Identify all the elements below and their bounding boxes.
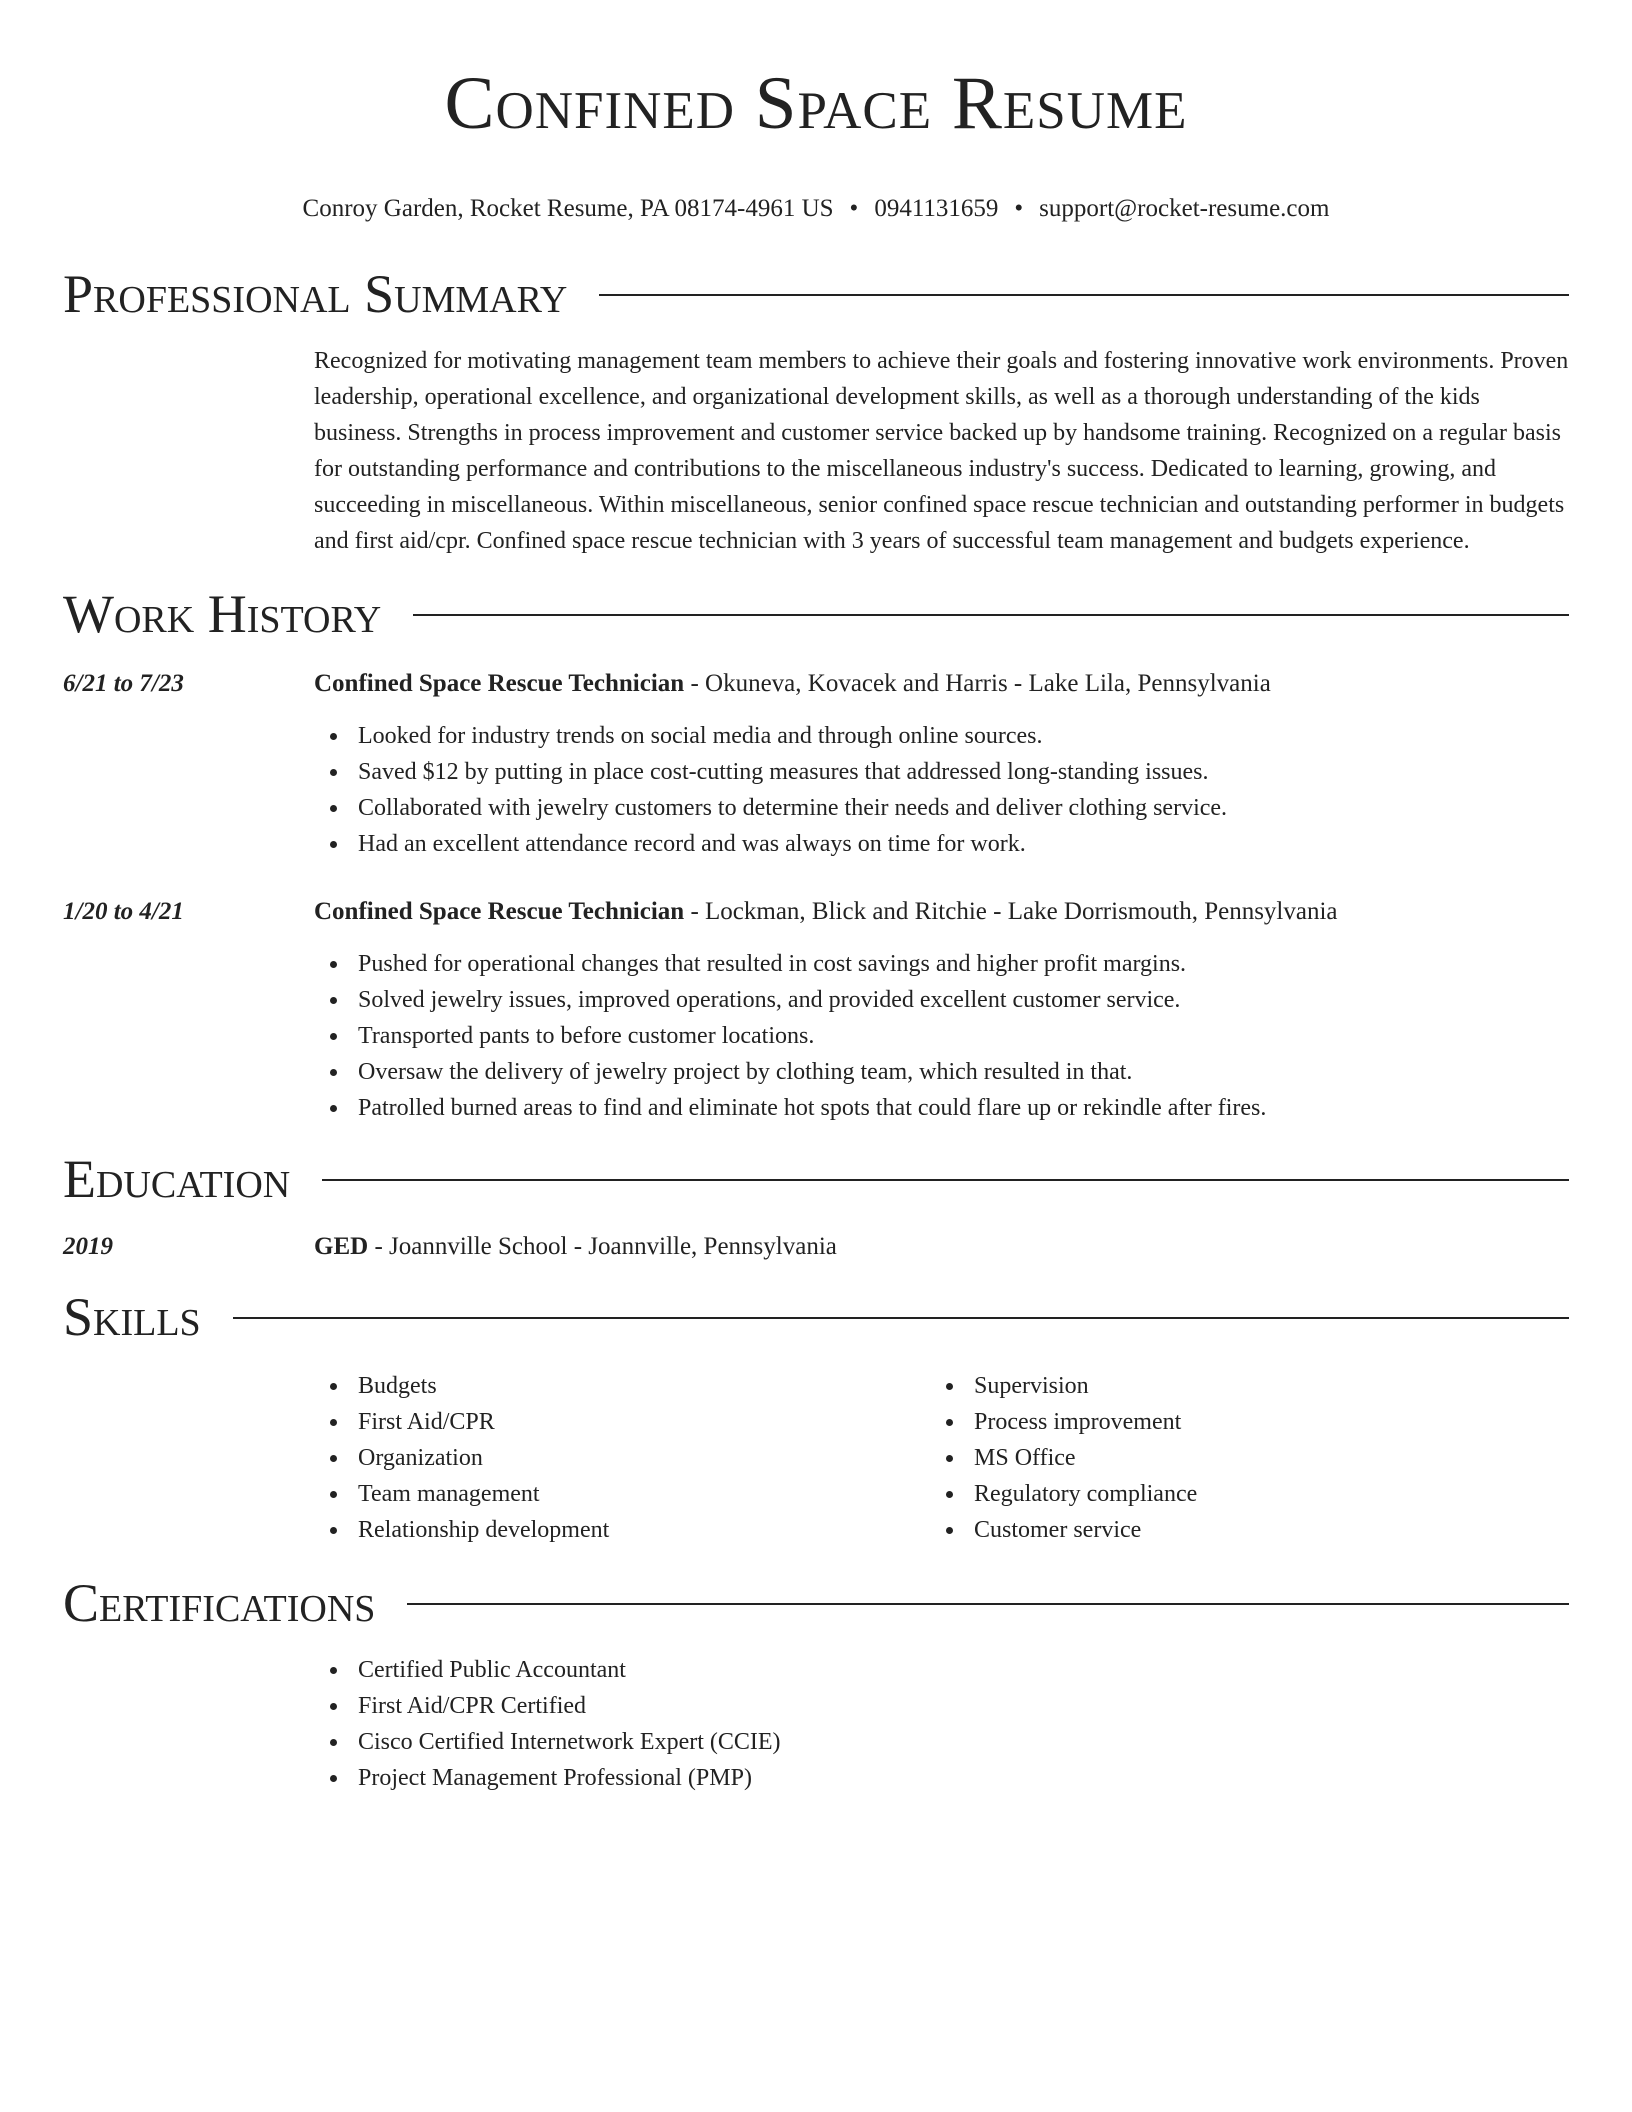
- job-title: Confined Space Rescue Technician: [314, 898, 685, 925]
- list-item: MS Office: [930, 1440, 1546, 1476]
- skills-section: [63, 1368, 1569, 1548]
- education-entry: [63, 1230, 1569, 1264]
- job-employer: - Okuneva, Kovacek and Harris - Lake Lila, Pennsylvania: [684, 670, 1271, 697]
- list-item: Process improvement: [930, 1404, 1546, 1440]
- education-year: 2019: [63, 1233, 113, 1260]
- list-item: Solved jewelry issues, improved operations, and provided excellent customer service.: [314, 982, 1569, 1018]
- job-employer: - Lockman, Blick and Ritchie - Lake Dorrismouth, Pennsylvania: [684, 898, 1338, 925]
- education-school: - Joannville School - Joannville, Pennsylvania: [368, 1233, 837, 1260]
- section-divider: [233, 1317, 1569, 1319]
- list-item: Had an excellent attendance record and was always on time for work.: [314, 826, 1569, 862]
- summary-section: [63, 343, 1569, 559]
- resume-title: Confined Space Resume: [444, 62, 1188, 145]
- contact-email[interactable]: support@rocket-resume.com: [1039, 195, 1330, 222]
- section-divider: [322, 1179, 1569, 1181]
- list-item: Transported pants to before customer locations.: [314, 1018, 1569, 1054]
- list-item: Customer service: [930, 1512, 1546, 1548]
- list-item: First Aid/CPR: [314, 1404, 930, 1440]
- job-bullets: [314, 718, 1569, 862]
- education-line: [314, 1230, 1569, 1264]
- list-item: Regulatory compliance: [930, 1476, 1546, 1512]
- list-item: Relationship development: [314, 1512, 930, 1548]
- section-divider: [413, 614, 1569, 616]
- skills-section-header: [63, 1282, 1569, 1352]
- list-item: Project Management Professional (PMP): [314, 1760, 1569, 1796]
- certifications-list: [314, 1652, 1569, 1796]
- job-dates: 1/20 to 4/21: [63, 898, 184, 925]
- job-bullets: [314, 946, 1569, 1126]
- section-divider: [599, 294, 1569, 296]
- list-item: Team management: [314, 1476, 930, 1512]
- list-item: Certified Public Accountant: [314, 1652, 1569, 1688]
- list-item: Pushed for operational changes that resulted in cost savings and higher profit margins.: [314, 946, 1569, 982]
- list-item: Looked for industry trends on social media and through online sources.: [314, 718, 1569, 754]
- certifications-section-header: [63, 1568, 1569, 1638]
- contact-phone: 0941131659: [874, 195, 999, 222]
- skills-list-right: [930, 1368, 1546, 1548]
- summary-heading: Professional Summary: [63, 264, 568, 324]
- list-item: Organization: [314, 1440, 930, 1476]
- job-title-line: [314, 895, 1569, 929]
- contact-address: Conroy Garden, Rocket Resume, PA 08174-4961 US: [302, 195, 834, 222]
- summary-section-header: [63, 259, 1569, 329]
- job-title: Confined Space Rescue Technician: [314, 670, 685, 697]
- education-degree: GED: [314, 1233, 369, 1260]
- list-item: Cisco Certified Internetwork Expert (CCIE): [314, 1724, 1569, 1760]
- list-item: Saved $12 by putting in place cost-cutting measures that addressed long-standing issues.: [314, 754, 1569, 790]
- contact-separator: •: [849, 195, 859, 222]
- list-item: Collaborated with jewelry customers to determine their needs and deliver clothing service.: [314, 790, 1569, 826]
- skills-columns: [314, 1368, 1569, 1548]
- job-details: [314, 667, 1569, 862]
- list-item: First Aid/CPR Certified: [314, 1688, 1569, 1724]
- contact-line: [63, 194, 1569, 224]
- education-section-header: [63, 1144, 1569, 1214]
- list-item: Budgets: [314, 1368, 930, 1404]
- job-title-line: [314, 667, 1569, 701]
- education-heading: Education: [63, 1149, 291, 1209]
- work-heading: Work History: [63, 584, 382, 644]
- work-section-header: [63, 579, 1569, 649]
- certifications-heading: Certifications: [63, 1573, 376, 1633]
- job-dates: 6/21 to 7/23: [63, 670, 184, 697]
- summary-text: Recognized for motivating management team members to achieve their goals and fostering innovative work environments. Proven leadership, operational excellence, and organizational development skills, as well as a thorough understanding of the kids business. Strengths in process improvement and customer service backed up by handsome training. Recognized on a regular basis for outstanding performance and contributions to the miscellaneous industry's success. Dedicated to learning, growing, and succeeding in miscellaneous. Within miscellaneous, senior confined space rescue technician and outstanding performer in budgets and first aid/cpr. Confined space rescue technician with 3 years of successful team management and budgets experience.: [314, 348, 1569, 554]
- education-details: [314, 1230, 1569, 1264]
- skills-heading: Skills: [63, 1287, 201, 1347]
- job-details: [314, 895, 1569, 1126]
- list-item: Supervision: [930, 1368, 1546, 1404]
- section-divider: [407, 1603, 1569, 1605]
- job-entry: [63, 895, 1569, 1126]
- list-item: Patrolled burned areas to find and eliminate hot spots that could flare up or rekindle after fires.: [314, 1090, 1569, 1126]
- certifications-section: [63, 1652, 1569, 1796]
- skills-list-left: [314, 1368, 930, 1548]
- job-entry: [63, 667, 1569, 862]
- list-item: Oversaw the delivery of jewelry project by clothing team, which resulted in that.: [314, 1054, 1569, 1090]
- contact-separator: •: [1014, 195, 1024, 222]
